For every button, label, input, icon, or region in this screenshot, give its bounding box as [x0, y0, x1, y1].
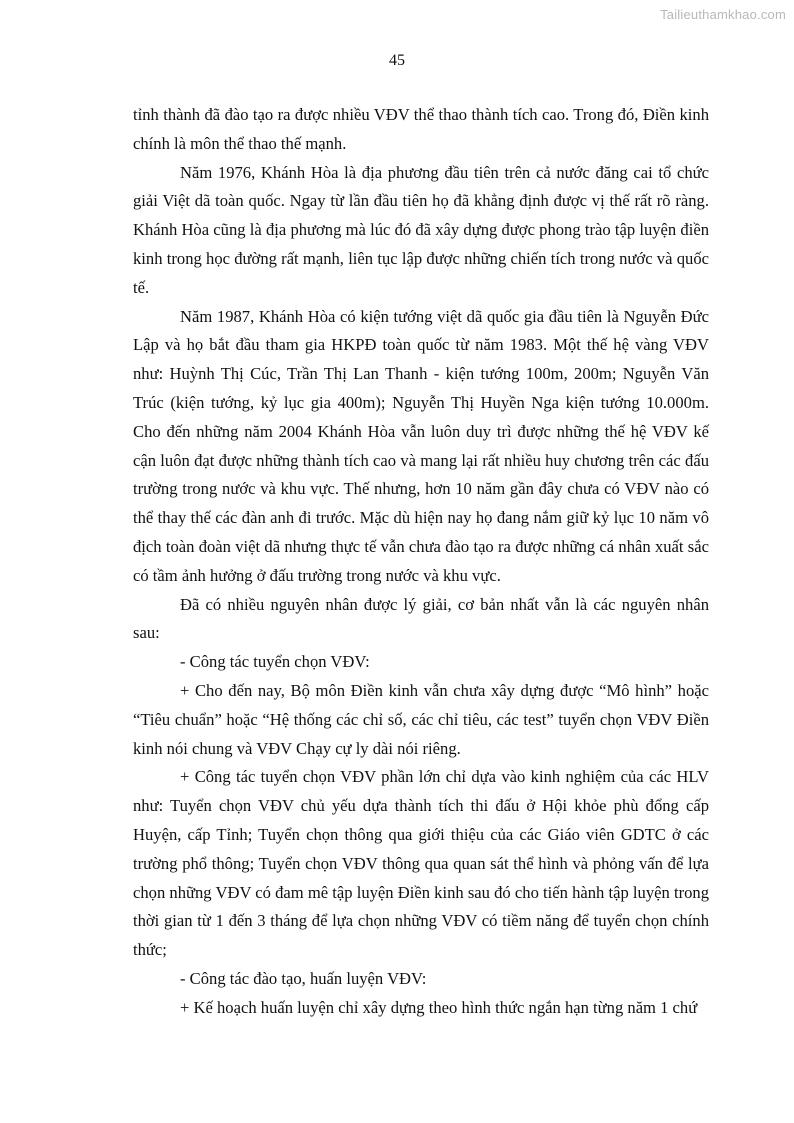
paragraph-khanh-hoa-1987: Năm 1987, Khánh Hòa có kiện tướng việt dã quốc gia đầu tiên là Nguyễn Đức Lập và họ bắt đầu tham gia HKPĐ toàn quốc từ năm 1983. Một thế hệ vàng VĐV như: Huỳnh Thị Cúc, Trần Thị Lan Thanh - kiện tướng 100m, 200m; Nguyễn Văn Trúc (kiện tướng, kỷ lục gia 400m); Nguyễn Thị Huyền Nga kiện tướng 10.000m. Cho đến những năm 2004 Khánh Hòa vẫn luôn duy trì được những thế hệ VĐV kế cận luôn đạt được những thành tích cao và mang lại rất nhiều huy chương trên các đấu trường trong nước và khu vực. Thế nhưng, hơn 10 năm gần đây chưa có VĐV nào có thể thay thế các đàn anh đi trước. Mặc dù hiện nay họ đang nắm giữ kỷ lục 10 năm vô địch toàn đoàn việt dã nhưng thực tế vẫn chưa đào tạo ra được những cá nhân xuất sắc có tầm ảnh hưởng ở đấu trường trong nước và khu vực.: [133, 306, 709, 585]
page-number: 45: [389, 52, 405, 69]
list-item-training-plan: + Kế hoạch huấn luyện chỉ xây dựng theo hình thức ngắn hạn từng năm 1 chứ: [180, 997, 698, 1017]
paragraph-khanh-hoa-1976: Năm 1976, Khánh Hòa là địa phương đầu tiên trên cả nước đăng cai tổ chức giải Việt dã toàn quốc. Ngay từ lần đầu tiên họ đã khẳng định được vị thế rất rõ ràng. Khánh Hòa cũng là địa phương mà lúc đó đã xây dựng được phong trào tập luyện điền kinh trong học đường rất mạnh, liên tục lập được những chiến tích trong nước và quốc tế.: [133, 162, 709, 297]
list-item-selection-model: + Cho đến nay, Bộ môn Điền kinh vẫn chưa xây dựng được “Mô hình” hoặc “Tiêu chuẩn” hoặc “Hệ thống các chỉ số, các chỉ tiêu, các test” tuyển chọn VĐV Điền kinh nói chung và VĐV Chạy cự ly dài nói riêng.: [133, 680, 709, 758]
document-body: [133, 101, 709, 1023]
list-heading-training: - Công tác đào tạo, huấn luyện VĐV:: [180, 968, 427, 988]
paragraph-causes-intro: Đã có nhiều nguyên nhân được lý giải, cơ bản nhất vẫn là các nguyên nhân sau:: [133, 594, 709, 643]
list-item-selection-experience: + Công tác tuyển chọn VĐV phần lớn chỉ dựa vào kinh nghiệm của các HLV như: Tuyển chọn VĐV chủ yếu dựa thành tích thi đấu ở Hội khỏe phù đổng cấp Huyện, cấp Tỉnh; Tuyển chọn thông qua giới thiệu của các Giáo viên GDTC ở các trường phổ thông; Tuyển chọn VĐV thông qua quan sát thể hình và phỏng vấn để lựa chọn những VĐV có đam mê tập luyện Điền kinh sau đó cho tiến hành tập luyện trong thời gian từ 1 đến 3 tháng để lựa chọn những VĐV có tiềm năng để tuyển chọn chính thức;: [133, 767, 709, 960]
paragraph-continuation: tỉnh thành đã đào tạo ra được nhiều VĐV thể thao thành tích cao. Trong đó, Điền kinh chính là môn thể thao thế mạnh.: [133, 105, 709, 153]
list-heading-selection: - Công tác tuyển chọn VĐV:: [180, 652, 370, 672]
watermark: Tailieuthamkhao.com: [660, 7, 786, 22]
